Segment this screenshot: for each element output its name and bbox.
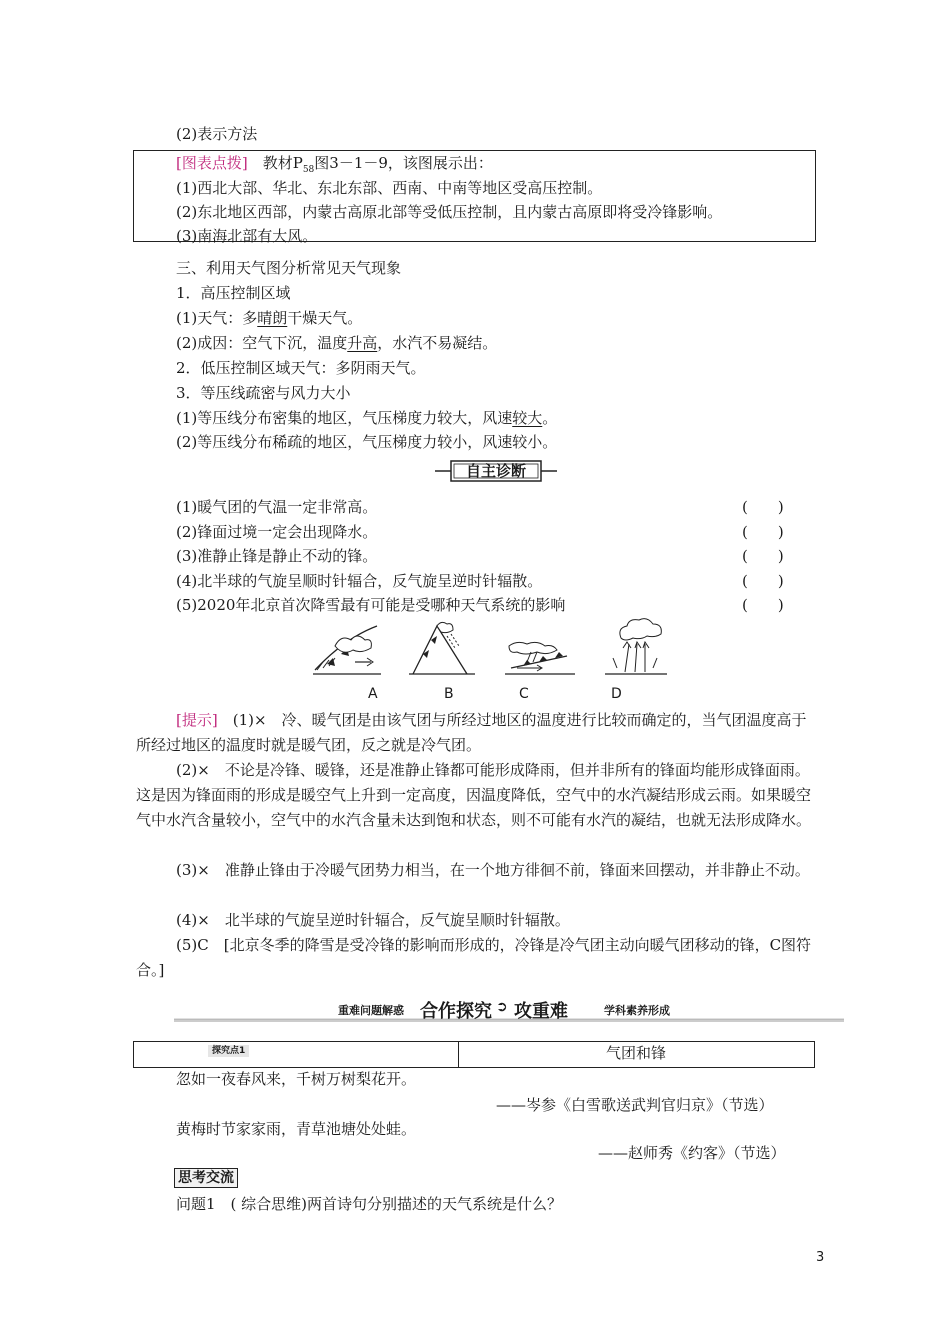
- page-number: 3: [816, 1250, 825, 1265]
- part3-l3-post: 。: [542, 409, 558, 427]
- chart-tip-item: (2)东北地区西部，内蒙古高原北部等受低压控制，且内蒙古高原即将受冷锋影响。: [176, 203, 723, 221]
- section-bar-left: 重难问题解惑: [338, 1004, 404, 1017]
- part3-title: 三、利用天气图分析常见天气现象: [176, 259, 402, 277]
- hint-1-text: (1)× 冷、暖气团是由该气团与所经过地区的温度进行比较而确定的，当气团温度高于所经过地区的温度时就是暖气团，反之就是冷气团。: [136, 711, 807, 754]
- part3-line: (2)等压线分布稀疏的地区，气压梯度力较小，风速较小。: [176, 433, 558, 451]
- part3-l2-post: ，水汽不易凝结。: [377, 334, 498, 352]
- section-header-bar: [174, 1000, 844, 1024]
- diagnosis-question: (3)准静止锋是静止不动的锋。: [176, 547, 378, 565]
- answer-blank: ( ): [742, 523, 784, 541]
- figure-label-a: A: [368, 686, 378, 702]
- chart-tip-item: (1)西北大部、华北、东北东部、西南、中南等地区受高压控制。: [176, 179, 603, 197]
- diagnosis-question: (5)2020年北京首次降雪最有可能是受哪种天气系统的影响: [176, 596, 566, 614]
- part3-l1-pre: (1)天气：多: [176, 309, 258, 327]
- chart-tip-tag: [图表点拨]: [176, 154, 248, 172]
- hint-4: (4)× 北半球的气旋呈逆时针辐合，反气旋呈顺时针辐散。: [176, 911, 570, 929]
- figure-b-front-diagram: [409, 622, 475, 674]
- inquiry-label: 探究点1: [208, 1045, 249, 1057]
- figure-a-front-diagram: [313, 626, 381, 674]
- self-diagnosis-banner: [433, 459, 559, 483]
- chart-tip-intro-prefix: 教材P: [262, 154, 303, 172]
- underlined-answer: 升高: [347, 334, 378, 352]
- think-tag-wrap: [174, 1167, 238, 1188]
- underlined-answer: 较大: [512, 409, 543, 427]
- answer-blank: ( ): [742, 596, 784, 614]
- part3-l3-pre: (1)等压线分布密集的地区，气压梯度力较大，风速: [176, 409, 513, 427]
- poem-line: 黄梅时节家家雨，青草池塘处处蛙。: [176, 1120, 417, 1138]
- figure-label-d: D: [611, 686, 622, 702]
- figure-label-b: B: [444, 686, 454, 702]
- think-tag: 思考交流: [174, 1168, 238, 1188]
- answer-blank: ( ): [742, 572, 784, 590]
- hint-2: (2)× 不论是冷锋、暖锋，还是准静止锋都可能形成降雨，但并非所有的锋面均能形成锋面雨。这是因为锋面雨的形成是暖空气上升到一定高度，因温度降低，空气中的水汽凝结形成云雨。如果暖空气中水汽含量较小，空气中的水汽含量未达到饱和状态，则不可能有水汽的凝结，也就无法形成降水。: [136, 761, 812, 829]
- part3-h2: 2．低压控制区域天气：多阴雨天气。: [176, 359, 426, 377]
- underlined-answer: 晴朗: [257, 309, 288, 327]
- answer-blank: ( ): [742, 547, 784, 565]
- arrow-icon: ➲: [496, 999, 508, 1015]
- poem-line: 忽如一夜春风来，千树万树梨花开。: [176, 1070, 417, 1088]
- chart-tip-item: (3)南海北部有大风。: [176, 227, 318, 245]
- figure-c-front-diagram: [505, 642, 575, 674]
- weather-systems-figure: [305, 618, 685, 680]
- part3-line: [176, 308, 362, 328]
- section-bar-right: 学科素养形成: [604, 1004, 670, 1017]
- inquiry-table: [133, 1041, 815, 1068]
- hint-3: (3)× 准静止锋由于冷暖气团势力相当，在一个地方徘徊不前，锋面来回摆动，并非静止不动。: [176, 861, 810, 879]
- figure-label-c: C: [519, 686, 529, 702]
- inquiry-topic: 气团和锋: [605, 1044, 666, 1062]
- chart-tip-page-sub: 58: [302, 165, 315, 175]
- banner-label: 自主诊断: [465, 462, 526, 480]
- diagnosis-question: (4)北半球的气旋呈顺时针辐合，反气旋呈逆时针辐散。: [176, 572, 543, 590]
- part3-h1: 1．高压控制区域: [176, 284, 291, 302]
- diagnosis-question: (2)锋面过境一定会出现降水。: [176, 523, 378, 541]
- chart-tip-intro-suffix: 图3－1－9，该图展示出：: [314, 154, 493, 172]
- hint-1: [136, 708, 816, 758]
- chart-tip-intro: [176, 153, 493, 180]
- part3-l1-post: 干燥天气。: [287, 309, 363, 327]
- poem-source: ——赵师秀《约客》（节选）: [598, 1144, 786, 1162]
- figure-d-convection-diagram: [605, 619, 667, 674]
- part3-h3: 3．等压线疏密与风力大小: [176, 384, 351, 402]
- part3-line: [176, 333, 497, 353]
- poem-source: ——岑参《白雪歌送武判官归京》（节选）: [496, 1096, 774, 1114]
- section-bar-main-2: 攻重难: [514, 1001, 568, 1022]
- think-question-1: 问题1 ( 综合思维)两首诗句分别描述的天气系统是什么？: [176, 1195, 563, 1213]
- part3-l2-pre: (2)成因：空气下沉，温度: [176, 334, 348, 352]
- answer-blank: ( ): [742, 498, 784, 516]
- section-bar-main-1: 合作探究: [420, 1001, 492, 1022]
- part3-line: [176, 408, 557, 428]
- section-heading: (2)表示方法: [176, 125, 258, 143]
- section-bar-rule: [174, 1000, 844, 1024]
- hint-5: (5)C [北京冬季的降雪是受冷锋的影响而形成的，冷锋是冷气团主动向暖气团移动的锋，C图符合。]: [136, 936, 812, 979]
- hint-tag: [提示]: [176, 711, 218, 729]
- diagnosis-question: (1)暖气团的气温一定非常高。: [176, 498, 378, 516]
